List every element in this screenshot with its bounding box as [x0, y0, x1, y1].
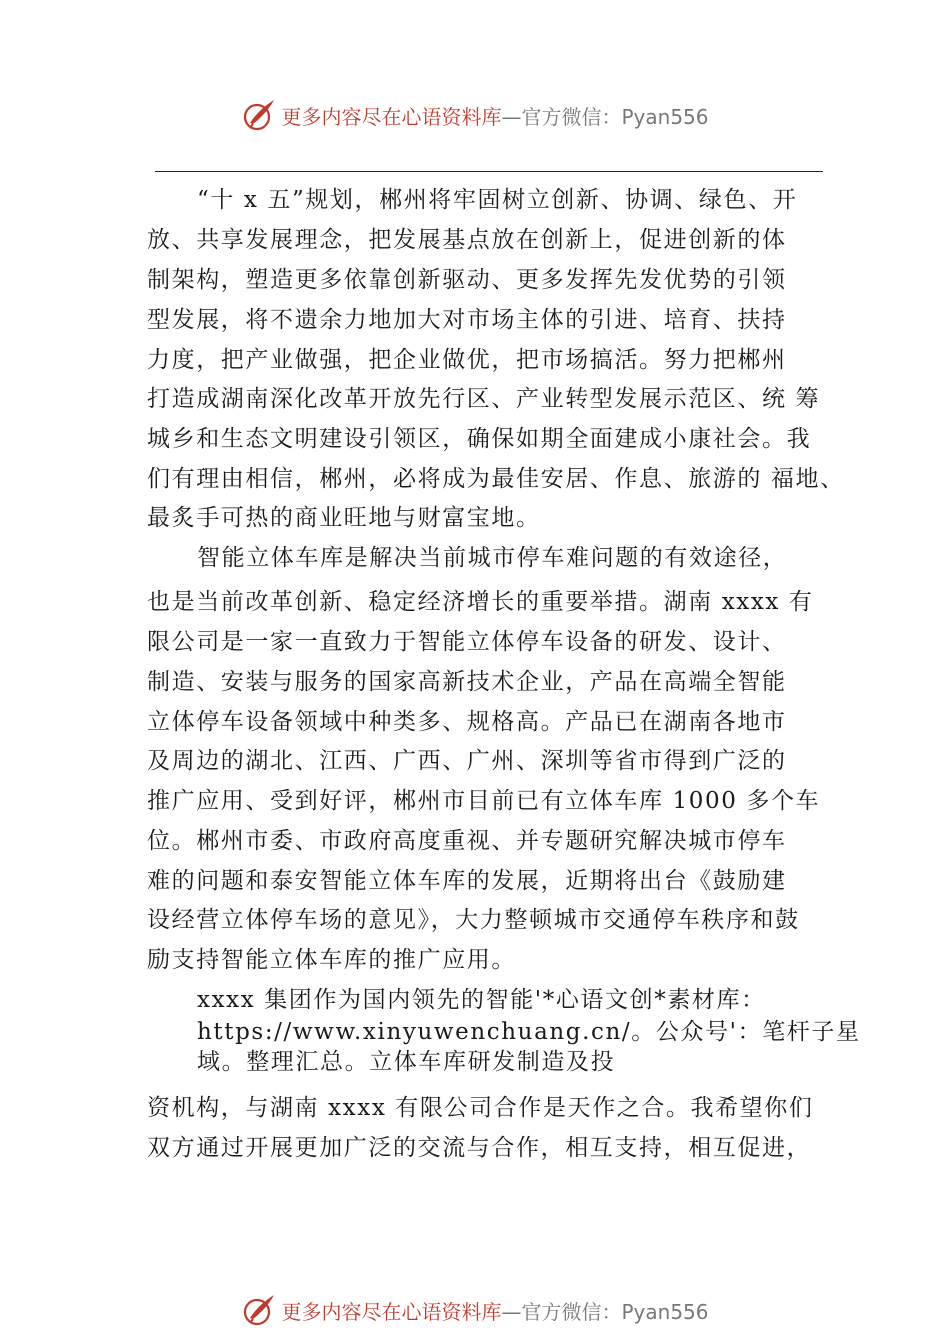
text-line: 制架构，塑造更多依靠创新驱动、更多发挥先发优势的引领 [147, 267, 787, 293]
text-line: 也是当前改革创新、稳定经济增长的重要举措。湖南 xxxx 有 [147, 589, 814, 615]
footer-account: Pyan556 [621, 1299, 709, 1324]
footer-official: 官方微信： [521, 1299, 622, 1324]
text-line: xxxx 集团作为国内领先的智能'*心语文创*素材库： [197, 987, 766, 1013]
text-line: 难的问题和泰安智能立体车库的发展，近期将出台《鼓励建 [147, 868, 787, 894]
text-line: 们有理由相信，郴州，必将成为最佳安居、作息、旅游的 福地、 [147, 466, 845, 492]
text-line: 力度，把产业做强，把企业做优，把市场搞活。努力把郴州 [147, 347, 787, 373]
text-line: 位。郴州市委、市政府高度重视、并专题研究解决城市停车 [147, 828, 787, 854]
text-line: 励支持智能立体车库的推广应用。 [147, 947, 516, 973]
text-line: 制造、安装与服务的国家高新技术企业，产品在高端全智能 [147, 669, 787, 695]
text-line: 及周边的湖北、江西、广西、广州、深圳等省市得到广泛的 [147, 748, 787, 774]
text-line: 域。整理汇总。立体车库研发制造及投 [197, 1049, 616, 1075]
footer-brand: 更多内容尽在心语资料库 [281, 1299, 502, 1324]
text-line: 型发展，将不遗余力地加大对市场主体的引进、培育、扶持 [147, 307, 787, 333]
text-line: 资机构，与湖南 xxxx 有限公司合作是天作之合。我希望你们 [147, 1095, 814, 1121]
footer-dash: — [501, 1299, 522, 1324]
text-line: 城乡和生态文明建设引领区，确保如期全面建成小康社会。我 [147, 426, 812, 452]
header-brand: 更多内容尽在心语资料库 [281, 104, 502, 129]
text-line: 智能立体车库是解决当前城市停车难问题的有效途径， [197, 545, 788, 571]
header-divider [155, 171, 823, 172]
text-line: 限公司是一家一直致力于智能立体停车设备的研发、设计、 [147, 629, 787, 655]
text-line: 放、共享发展理念，把发展基点放在创新上，促进创新的体 [147, 227, 787, 253]
quill-logo-icon [241, 1292, 277, 1328]
text-line: 打造成湖南深化改革开放先行区、产业转型发展示范区、统 筹 [147, 386, 821, 412]
header-official: 官方微信： [521, 104, 622, 129]
text-line: “十 x 五”规划，郴州将牢固树立创新、协调、绿色、开 [197, 187, 798, 213]
text-line: 设经营立体停车场的意见》，大力整顿城市交通停车秩序和鼓 [147, 907, 800, 933]
text-line: 推广应用、受到好评，郴州市目前已有立体车库 1000 多个车 [147, 788, 821, 814]
text-line: 立体停车设备领域中种类多、规格高。产品已在湖南各地市 [147, 709, 787, 735]
text-line: https://www.xinyuwenchuang.cn/。公众号'：笔杆子星 [197, 1019, 861, 1045]
quill-logo-icon [241, 97, 277, 133]
header-account: Pyan556 [621, 104, 709, 129]
header-watermark [0, 95, 950, 135]
footer-watermark [0, 1290, 950, 1330]
text-line: 最炙手可热的商业旺地与财富宝地。 [147, 505, 541, 531]
text-line: 双方通过开展更加广泛的交流与合作，相互支持，相互促进， [147, 1135, 812, 1161]
header-dash: — [501, 104, 522, 129]
